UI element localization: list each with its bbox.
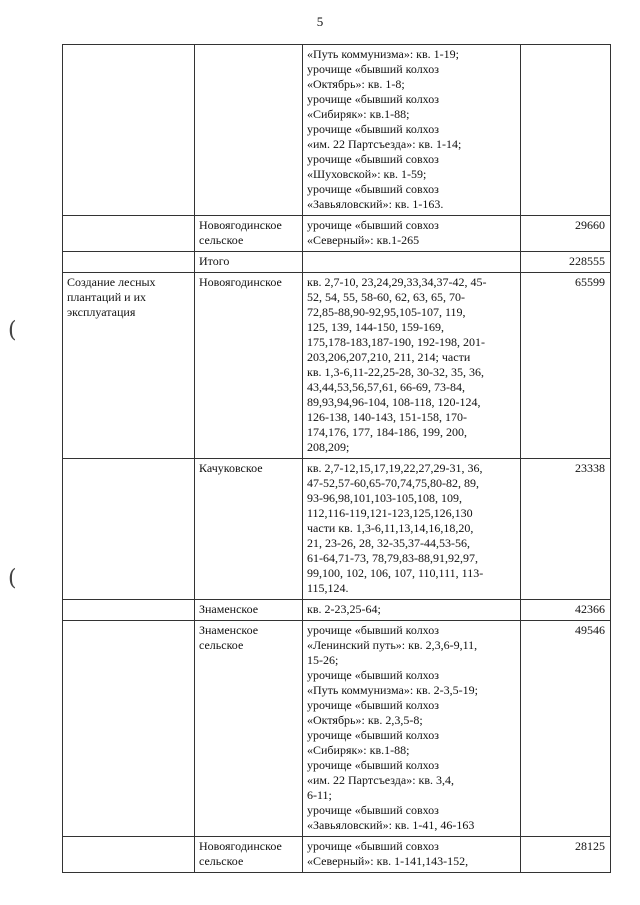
forestry-line: сельское: [199, 854, 244, 868]
quarters-line: урочище «бывший колхоз: [307, 122, 439, 136]
quarters-line: 115,124.: [307, 581, 349, 595]
quarters-cell: [303, 273, 521, 459]
area-cell: 28125: [521, 837, 611, 873]
table-row: [63, 45, 611, 216]
quarters-line: кв. 1,3-6,11-22,25-28, 30-32, 35, 36,: [307, 365, 485, 379]
quarters-line: «им. 22 Партсъезда»: кв. 1-14;: [307, 137, 462, 151]
purpose-line: эксплуатация: [67, 305, 136, 319]
forestry-line: Новоягодинское: [199, 218, 282, 232]
table-row: [63, 837, 611, 873]
quarters-line: урочище «бывший совхоз: [307, 152, 439, 166]
forestry-cell: [195, 837, 303, 873]
quarters-line: «Октябрь»: кв. 1-8;: [307, 77, 405, 91]
margin-bracket-mark: (: [8, 318, 17, 343]
quarters-line: «Северный»: кв. 1-141,143-152,: [307, 854, 469, 868]
quarters-line: «Путь коммунизма»: кв. 1-19;: [307, 47, 459, 61]
forestry-cell: [195, 252, 303, 273]
purpose-cell: [63, 837, 195, 873]
purpose-cell: [63, 621, 195, 837]
forestry-line: Итого: [199, 254, 230, 268]
purpose-cell: [63, 45, 195, 216]
quarters-line: урочище «бывший колхоз: [307, 668, 439, 682]
table-row: [63, 600, 611, 621]
quarters-line: 47-52,57-60,65-70,74,75,80-82, 89,: [307, 476, 479, 490]
quarters-line: 203,206,207,210, 211, 214; части: [307, 350, 471, 364]
forestry-cell: [195, 273, 303, 459]
area-cell: [521, 45, 611, 216]
quarters-line: «Путь коммунизма»: кв. 2-3,5-19;: [307, 683, 478, 697]
area-cell: 23338: [521, 459, 611, 600]
quarters-line: урочище «бывший совхоз: [307, 182, 439, 196]
quarters-line: «Октябрь»: кв. 2,3,5-8;: [307, 713, 423, 727]
purpose-line: плантаций и их: [67, 290, 146, 304]
quarters-line: кв. 2,7-12,15,17,19,22,27,29-31, 36,: [307, 461, 483, 475]
quarters-line: «Шуховской»: кв. 1-59;: [307, 167, 427, 181]
forestry-line: сельское: [199, 233, 244, 247]
quarters-line: части кв. 1,3-6,11,13,14,16,18,20,: [307, 521, 474, 535]
quarters-cell: [303, 216, 521, 252]
area-cell: 49546: [521, 621, 611, 837]
quarters-line: 125, 139, 144-150, 159-169,: [307, 320, 444, 334]
table-row: [63, 621, 611, 837]
forestry-cell: [195, 459, 303, 600]
quarters-line: урочище «бывший колхоз: [307, 62, 439, 76]
forestry-line: Качуковское: [199, 461, 263, 475]
area-cell: 29660: [521, 216, 611, 252]
quarters-cell: [303, 252, 521, 273]
forestry-cell: [195, 216, 303, 252]
quarters-line: урочище «бывший колхоз: [307, 92, 439, 106]
quarters-line: «Завьяловский»: кв. 1-163.: [307, 197, 444, 211]
forestry-line: сельское: [199, 638, 244, 652]
quarters-cell: [303, 459, 521, 600]
area-cell: 228555: [521, 252, 611, 273]
quarters-line: урочище «бывший колхоз: [307, 728, 439, 742]
forestry-cell: [195, 600, 303, 621]
quarters-line: «Ленинский путь»: кв. 2,3,6-9,11,: [307, 638, 478, 652]
forestry-line: Новоягодинское: [199, 275, 282, 289]
quarters-line: 93-96,98,101,103-105,108, 109,: [307, 491, 462, 505]
quarters-line: 112,116-119,121-123,125,126,130: [307, 506, 473, 520]
quarters-line: 21, 23-26, 28, 32-35,37-44,53-56,: [307, 536, 470, 550]
quarters-line: кв. 2,7-10, 23,24,29,33,34,37-42, 45-: [307, 275, 487, 289]
quarters-line: 6-11;: [307, 788, 332, 802]
quarters-line: 52, 54, 55, 58-60, 62, 63, 65, 70-: [307, 290, 465, 304]
quarters-line: урочище «бывший колхоз: [307, 758, 439, 772]
quarters-line: кв. 2-23,25-64;: [307, 602, 381, 616]
quarters-line: урочище «бывший совхоз: [307, 803, 439, 817]
quarters-line: урочище «бывший колхоз: [307, 698, 439, 712]
purpose-cell: [63, 216, 195, 252]
forestry-cell: [195, 45, 303, 216]
quarters-line: 15-26;: [307, 653, 339, 667]
forestry-line: Знаменское: [199, 602, 259, 616]
forestry-line: Знаменское: [199, 623, 259, 637]
quarters-line: «Сибиряк»: кв.1-88;: [307, 107, 410, 121]
purpose-line: Создание лесных: [67, 275, 156, 289]
quarters-line: 208,209;: [307, 440, 350, 454]
margin-bracket-mark: (: [8, 566, 17, 591]
quarters-cell: [303, 837, 521, 873]
forest-use-table: [62, 44, 611, 873]
table-row: [63, 459, 611, 600]
page-number: 5: [316, 14, 324, 29]
quarters-line: урочище «бывший совхоз: [307, 839, 439, 853]
area-cell: 42366: [521, 600, 611, 621]
quarters-line: 126-138, 140-143, 151-158, 170-: [307, 410, 467, 424]
purpose-cell: [63, 273, 195, 459]
forestry-line: Новоягодинское: [199, 839, 282, 853]
table-row: [63, 273, 611, 459]
forestry-cell: [195, 621, 303, 837]
quarters-line: 43,44,53,56,57,61, 66-69, 73-84,: [307, 380, 465, 394]
purpose-cell: [63, 252, 195, 273]
quarters-line: урочище «бывший колхоз: [307, 623, 439, 637]
table-row: [63, 216, 611, 252]
quarters-line: 89,93,94,96-104, 108-118, 120-124,: [307, 395, 481, 409]
quarters-cell: [303, 45, 521, 216]
quarters-line: 72,85-88,90-92,95,105-107, 119,: [307, 305, 466, 319]
quarters-line: 61-64,71-73, 78,79,83-88,91,92,97,: [307, 551, 478, 565]
quarters-line: 174,176, 177, 184-186, 199, 200,: [307, 425, 467, 439]
quarters-line: 175,178-183,187-190, 192-198, 201-: [307, 335, 485, 349]
quarters-line: «Сибиряк»: кв.1-88;: [307, 743, 410, 757]
quarters-line: «им. 22 Партсъезда»: кв. 3,4,: [307, 773, 455, 787]
table-row: [63, 252, 611, 273]
purpose-cell: [63, 459, 195, 600]
quarters-cell: [303, 600, 521, 621]
quarters-line: 99,100, 102, 106, 107, 110,111, 113-: [307, 566, 484, 580]
quarters-line: «Завьяловский»: кв. 1-41, 46-163: [307, 818, 475, 832]
quarters-line: «Северный»: кв.1-265: [307, 233, 420, 247]
quarters-line: урочище «бывший совхоз: [307, 218, 439, 232]
purpose-cell: [63, 600, 195, 621]
quarters-cell: [303, 621, 521, 837]
area-cell: 65599: [521, 273, 611, 459]
